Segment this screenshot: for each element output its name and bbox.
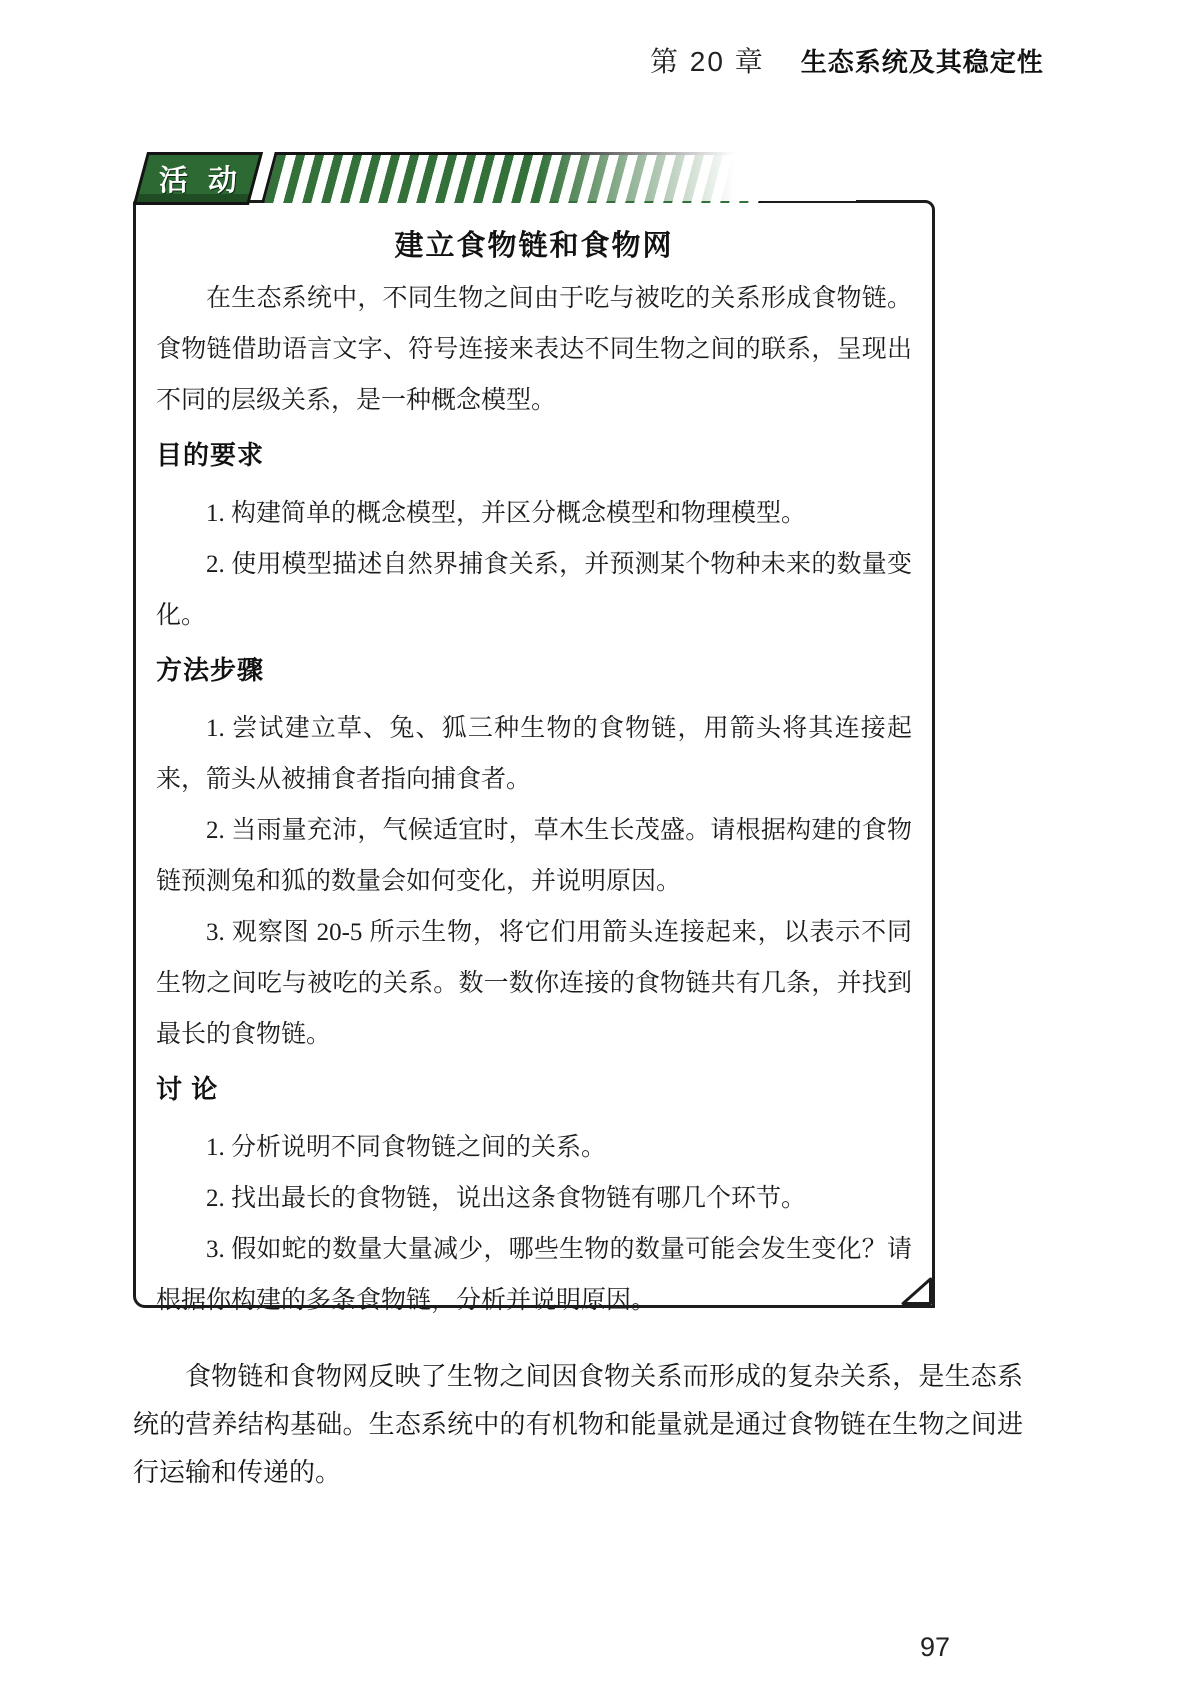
section-heading-objectives: 目的要求 <box>156 440 265 470</box>
section-heading-steps: 方法步骤 <box>156 655 265 685</box>
activity-badge <box>133 152 263 205</box>
step-item: 3. 观察图 20-5 所示生物，将它们用箭头连接起来，以表示不同生物之间吃与被吃的关系。数一数你连接的食物链共有几条，并找到最长的食物链。 <box>156 919 912 1048</box>
activity-badge-label: 活 动 <box>158 165 244 197</box>
activity-box <box>133 165 935 1314</box>
chapter-header <box>650 40 1044 80</box>
activity-intro: 在生态系统中，不同生物之间由于吃与被吃的关系形成食物链。食物链借助语言文字、符号连接来表达不同生物之间的联系，呈现出不同的层级关系，是一种概念模型。 <box>156 285 912 414</box>
page-number: 97 <box>919 1632 951 1662</box>
discussion-item: 2. 找出最长的食物链，说出这条食物链有哪几个环节。 <box>206 1185 807 1212</box>
closing-paragraph: 食物链和食物网反映了生物之间因食物关系而形成的复杂关系，是生态系统的营养结构基础。生态系统中的有机物和能量就是通过食物链在生物之间进行运输和传递的。 <box>133 1361 1023 1487</box>
activity-title: 建立食物链和食物网 <box>394 230 674 262</box>
chapter-number: 第 20 章 <box>650 46 765 77</box>
section-heading-discussion: 讨 论 <box>156 1074 219 1104</box>
page-fold-icon <box>900 1277 934 1307</box>
step-item: 2. 当雨量充沛，气候适宜时，草木生长茂盛。请根据构建的食物链预测兔和狐的数量会如何变化，并说明原因。 <box>156 817 912 895</box>
discussion-item: 1. 分析说明不同食物链之间的关系。 <box>206 1134 607 1161</box>
objective-item: 1. 构建简单的概念模型，并区分概念模型和物理模型。 <box>206 500 807 527</box>
hatch-fade-overlay <box>536 145 856 201</box>
step-item: 1. 尝试建立草、兔、狐三种生物的食物链，用箭头将其连接起来，箭头从被捕食者指向捕食者。 <box>156 715 912 793</box>
objective-item: 2. 使用模型描述自然界捕食关系，并预测某个物种未来的数量变化。 <box>156 551 912 629</box>
chapter-title: 生态系统及其稳定性 <box>800 46 1044 77</box>
discussion-item: 3. 假如蛇的数量大量减少，哪些生物的数量可能会发生变化？请根据你构建的多条食物链，分析并说明原因。 <box>156 1236 912 1314</box>
